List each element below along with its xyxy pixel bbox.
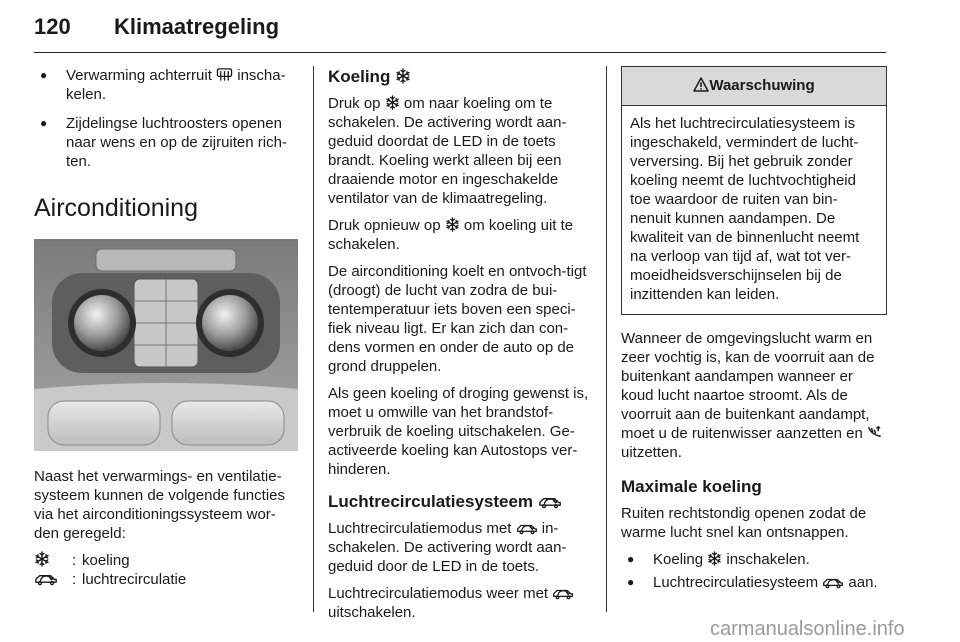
legend-label: koeling bbox=[82, 552, 130, 569]
paragraph: Luchtrecirculatiemodus met in-schakelen. De activering wordt aan-geduid door de LED in de toets. bbox=[328, 520, 567, 575]
section-heading: Koeling bbox=[328, 66, 593, 88]
snowflake-icon bbox=[707, 551, 722, 566]
symbol-legend bbox=[34, 551, 298, 589]
climate-control-panel-photo bbox=[34, 239, 298, 451]
legend-row: : luchtrecirculatie bbox=[34, 570, 298, 589]
snowflake-icon bbox=[395, 68, 411, 84]
paragraph: Druk op om naar koeling om te schakelen. De activering wordt aan-geduid doordat de LED in de toets brandt. Koeling werkt alleen bij een draaiende motor en ingeschakelde ventilator van de klimaatregeling. bbox=[328, 95, 567, 207]
column-left bbox=[34, 66, 298, 589]
paragraph: Ruiten rechtstondig openen zodat de warme lucht snel kan ontsnappen. bbox=[621, 505, 867, 541]
list-item: ● Zijdelingse luchtroosters openen naar wens en op de zijruiten rich-ten. bbox=[34, 114, 298, 171]
snowflake-icon bbox=[34, 551, 50, 567]
paragraph: Druk opnieuw op om koeling uit te schakelen. bbox=[328, 217, 574, 253]
page-title: Klimaatregeling bbox=[114, 14, 280, 39]
warning-box bbox=[621, 66, 887, 315]
paragraph: Luchtrecirculatiemodus weer met uitschakelen. bbox=[328, 584, 593, 622]
intro-paragraph: Naast het verwarmings- en ventilatie-systeem kunnen de volgende functies via het airconditioningssysteem wor-den geregeld: bbox=[34, 468, 285, 542]
list-item: ● Verwarming achterruit inscha-kelen. bbox=[34, 66, 298, 104]
car-recirculation-icon bbox=[822, 575, 844, 589]
column-divider bbox=[313, 66, 314, 612]
paragraph: Wanneer de omgevingslucht warm en zeer vochtig is, kan de voorruit aan de buitenkant aandampen wanneer er koud lucht naartoe stroomt. Als de voorruit aan de buitenkant aandampt, moet u de ruitenwisser aanzetten en uitzetten. bbox=[621, 329, 887, 462]
car-recirculation-icon bbox=[552, 586, 574, 600]
legend-label: luchtrecirculatie bbox=[82, 571, 187, 588]
wiper-icon bbox=[867, 425, 882, 440]
car-recirculation-icon bbox=[538, 494, 562, 509]
bullet-list bbox=[621, 550, 887, 592]
paragraph: De airconditioning koelt en ontvoch-tigt (droogt) de lucht van zodra de bui-tentemperatuur iets boven een speci-fiek niveau ligt. Er kan zich dan con-dens vormen en onder de auto op de grond druppelen. bbox=[328, 263, 587, 375]
snowflake-icon bbox=[445, 217, 460, 232]
column-middle bbox=[328, 66, 593, 630]
rear-window-heating-icon bbox=[216, 67, 233, 82]
legend-row: : koeling bbox=[34, 551, 298, 570]
page-header bbox=[34, 14, 886, 53]
warning-triangle-icon bbox=[693, 77, 709, 92]
car-recirculation-icon bbox=[34, 571, 58, 586]
car-recirculation-icon bbox=[516, 521, 538, 535]
warning-text: Als het luchtrecirculatiesysteem is ingeschakeld, vermindert de lucht-verversing. Bij het gebruik zonder koeling neemt de luchtvochtigheid toe waardoor de ruiten van bin-nenuit kunnen aandampen. De kwaliteit van de binnenlucht neemt na verloop van tijd af, wat tot ver-moeidheidsverschijnselen bij de inzittenden kan leiden. bbox=[630, 115, 860, 303]
warning-title: Waarschuwing bbox=[709, 77, 815, 94]
snowflake-icon bbox=[385, 95, 400, 110]
bullet-list bbox=[34, 66, 298, 171]
section-heading: Airconditioning bbox=[34, 194, 198, 222]
list-item: ● Luchtrecirculatiesysteem aan. bbox=[621, 573, 887, 592]
list-item: ● Koeling inschakelen. bbox=[621, 550, 887, 569]
page-number: 120 bbox=[34, 14, 71, 39]
paragraph: Als geen koeling of droging gewenst is, moet u omwille van het brandstof-verbruik de koeling uitschakelen. Ge-activeerde koeling kan Autostops ver-hinderen. bbox=[328, 385, 589, 478]
column-divider bbox=[606, 66, 607, 612]
section-heading: Maximale koeling bbox=[621, 477, 762, 496]
section-heading: Luchtrecirculatiesysteem bbox=[328, 491, 593, 513]
warning-header bbox=[622, 67, 886, 106]
watermark: carmanualsonline.info bbox=[710, 618, 905, 640]
column-right bbox=[621, 66, 887, 602]
